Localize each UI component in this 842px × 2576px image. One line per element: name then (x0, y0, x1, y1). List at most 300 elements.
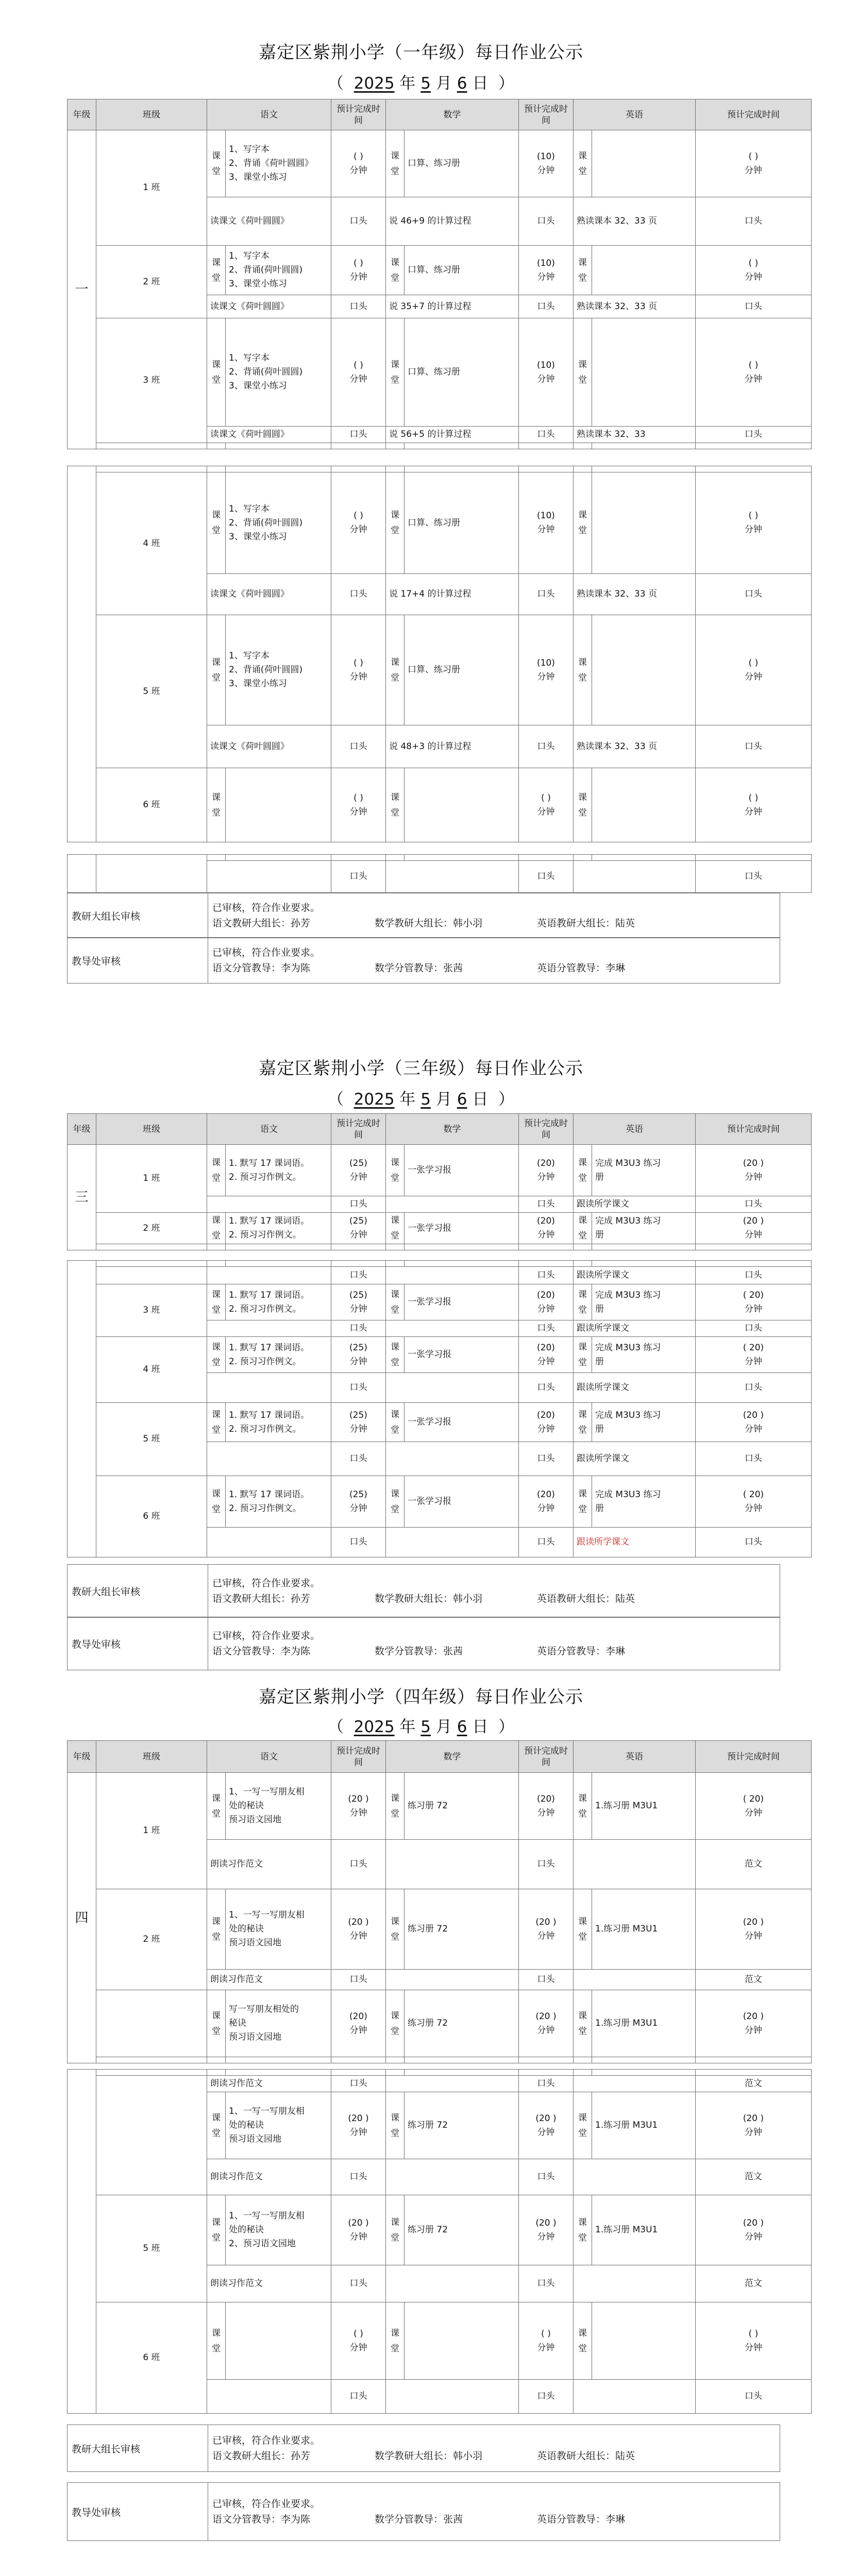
kt-cell: 课 堂 (386, 2302, 405, 2380)
review-status: 已审核，符合作业要求。 (212, 2435, 321, 2446)
header-chinese: 语文 (207, 1114, 331, 1145)
header-time: 预计完成时间 (331, 1114, 386, 1145)
time-cell: ( ) 分钟 (696, 246, 812, 295)
time-cell: (25) 分钟 (331, 1403, 386, 1442)
oral-cell: 口头 (519, 574, 574, 615)
review-label: 教导处审核 (68, 2483, 208, 2540)
review-label: 教导处审核 (68, 1617, 208, 1670)
oral-cell: 口头 (696, 1528, 812, 1557)
office-math: 数学分管教导：张茜 (375, 1646, 463, 1657)
table-row (68, 246, 812, 295)
cn-homework (226, 2302, 331, 2380)
class-cell: 5 班 (96, 1403, 207, 1476)
kt-cell: 课 堂 (574, 246, 592, 295)
table-row (68, 472, 812, 574)
grade4-office-review (67, 2482, 780, 2541)
kt-cell: 课 堂 (386, 1403, 405, 1442)
cn-homework: 1. 默写 17 课词语。 2. 预习习作例文。 (226, 1337, 331, 1373)
kt-cell: 课 堂 (574, 1145, 592, 1196)
cn-homework: 1、写字本 2、背诵(荷叶圆圆) 3、课堂小练习 (226, 318, 331, 427)
class-cell: 1 班 (96, 1145, 207, 1213)
time-cell: (25) 分钟 (331, 1337, 386, 1373)
math-homework: 练习册 72 (405, 1990, 519, 2057)
time-cell: (20 ) 分钟 (331, 2092, 386, 2159)
table-row (68, 1889, 812, 1970)
en-homework: 完成 M3U3 练习 册 (592, 1145, 696, 1196)
table-row (68, 130, 812, 197)
leader-chinese: 语文教研大组长：孙芳 (212, 918, 311, 929)
office-english: 英语分管教导：李琳 (537, 962, 626, 974)
oral-cell: 口头 (696, 1442, 812, 1476)
oral-cell: 口头 (331, 2076, 386, 2092)
time-cell: (25) 分钟 (331, 1145, 386, 1196)
grade-cell: 一 (68, 130, 96, 449)
en-homework (592, 768, 696, 842)
oral-cell: 口头 (696, 574, 812, 615)
office-english: 英语分管教导：李琳 (537, 2514, 626, 2525)
kt-cell: 课 堂 (386, 1337, 405, 1373)
kt-cell: 课 堂 (386, 472, 405, 574)
header-row (68, 99, 812, 130)
header-grade: 年级 (68, 99, 96, 130)
oral-cell: 口头 (519, 1373, 574, 1403)
time-cell: ( ) 分钟 (331, 615, 386, 725)
header-english: 英语 (574, 1741, 696, 1773)
review-status: 已审核，符合作业要求。 (212, 1630, 321, 1641)
kt-cell: 课 堂 (386, 1213, 405, 1244)
oral-cell: 口头 (519, 1196, 574, 1213)
oral-cell: 口头 (331, 725, 386, 768)
time-cell: ( ) 分钟 (331, 472, 386, 574)
oral-cell: 口头 (696, 1267, 812, 1284)
time-cell: (20 ) 分钟 (331, 1889, 386, 1970)
grade1-leader-review (67, 893, 780, 938)
kt-cell: 课 堂 (574, 1773, 592, 1840)
en-oral: 范文 (696, 2076, 812, 2092)
table-row (68, 1213, 812, 1244)
math-oral: 说 56+5 的计算过程 (386, 427, 519, 443)
header-time: 预计完成时间 (696, 99, 812, 130)
oral-cell: 口头 (519, 197, 574, 246)
kt-cell: 课 堂 (574, 1403, 592, 1442)
grade1-table-c (67, 854, 812, 893)
cn-oral: 朗读习作范文 (207, 1840, 331, 1889)
en-homework: 1.练习册 M3U1 (592, 1990, 696, 2057)
oral-cell: 口头 (331, 1196, 386, 1213)
time-cell: ( ) 分钟 (696, 472, 812, 574)
class-cell: 3 班 (96, 318, 207, 443)
oral-cell: 口头 (331, 2265, 386, 2302)
oral-cell: 口头 (519, 1840, 574, 1889)
time-cell: ( 20) 分钟 (696, 1773, 812, 1840)
grade1-table-a (67, 99, 812, 449)
kt-cell: 课 堂 (207, 768, 226, 842)
kt-cell: 课 堂 (574, 1284, 592, 1320)
time-cell: (20) 分钟 (519, 1213, 574, 1244)
kt-cell: 课 堂 (207, 1403, 226, 1442)
cn-homework: 1. 默写 17 课词语。 2. 预习习作例文。 (226, 1213, 331, 1244)
time-cell: (20) 分钟 (519, 1145, 574, 1196)
class-cell: 2 班 (96, 246, 207, 318)
en-oral: 熟读课本 32、33 (574, 427, 696, 443)
time-cell: (20 ) 分钟 (331, 1773, 386, 1840)
review-label: 教研大组长审核 (68, 1565, 208, 1617)
en-homework (592, 472, 696, 574)
review-status: 已审核，符合作业要求。 (212, 947, 321, 958)
kt-cell: 课 堂 (207, 1213, 226, 1244)
class-cell: 4 班 (96, 1337, 207, 1403)
class-cell: 5 班 (96, 615, 207, 768)
table-row (68, 1145, 812, 1196)
grade4-date: （ 2025 年 5 月 6 日 ） (327, 1718, 515, 1736)
class-cell: 1 班 (96, 1773, 207, 1889)
time-cell: (20 ) 分钟 (519, 2195, 574, 2265)
en-oral: 熟读课本 32、33 页 (574, 725, 696, 768)
class-cell: 2 班 (96, 1889, 207, 1990)
header-time: 预计完成时间 (519, 1114, 574, 1145)
cn-homework: 写一写朋友相处的 秘诀 预习语文园地 (226, 1990, 331, 2057)
oral-cell: 口头 (331, 1442, 386, 1476)
grade3-office-review (67, 1617, 780, 1670)
time-cell: (10) 分钟 (519, 130, 574, 197)
header-row (68, 1741, 812, 1773)
kt-cell: 课 堂 (207, 246, 226, 295)
header-time: 预计完成时间 (331, 1741, 386, 1773)
time-cell: ( ) 分钟 (331, 318, 386, 427)
oral-cell: 口头 (696, 725, 812, 768)
en-homework: 1.练习册 M3U1 (592, 1773, 696, 1840)
kt-cell: 课 堂 (207, 472, 226, 574)
cn-homework: 1. 默写 17 课词语。 2. 预习习作例文。 (226, 1145, 331, 1196)
en-homework: 完成 M3U3 练习 册 (592, 1284, 696, 1320)
kt-cell: 课 堂 (386, 246, 405, 295)
en-homework (592, 130, 696, 197)
cn-oral: 读课文《荷叶圆圆》 (207, 197, 331, 246)
cn-homework (226, 768, 331, 842)
math-oral: 说 35+7 的计算过程 (386, 295, 519, 318)
office-chinese: 语文分管教导：李为陈 (212, 1646, 311, 1657)
kt-cell: 课 堂 (386, 1476, 405, 1528)
table-row (68, 1773, 812, 1840)
time-cell: (20) 分钟 (519, 1403, 574, 1442)
grade4-leader-review (67, 2425, 780, 2472)
oral-cell: 口头 (696, 1196, 812, 1213)
oral-cell: 口头 (696, 861, 812, 893)
table-row (68, 318, 812, 427)
time-cell: ( ) 分钟 (696, 2302, 812, 2380)
cn-oral: 读课文《荷叶圆圆》 (207, 427, 331, 443)
cn-homework: 1、一写一写朋友相 处的秘诀 预习语文园地 (226, 1773, 331, 1840)
time-cell: (25) 分钟 (331, 1213, 386, 1244)
en-oral: 跟读所学课文 (574, 1442, 696, 1476)
leader-math: 数学教研大组长：韩小羽 (375, 1593, 483, 1604)
time-cell: ( ) 分钟 (331, 2302, 386, 2380)
leader-english: 英语教研大组长：陆英 (537, 918, 635, 929)
table-row (68, 1990, 812, 2057)
kt-cell: 课 堂 (574, 615, 592, 725)
math-homework: 一张学习报 (405, 1337, 519, 1373)
grade3-table-b (67, 1260, 812, 1557)
math-homework: 一张学习报 (405, 1403, 519, 1442)
oral-cell: 口头 (696, 1373, 812, 1403)
grade4-title: 嘉定区紫荆小学（四年级）每日作业公示 (259, 1687, 583, 1707)
time-cell: ( ) 分钟 (331, 768, 386, 842)
kt-cell: 课 堂 (207, 1284, 226, 1320)
time-cell: (10) 分钟 (519, 246, 574, 295)
kt-cell: 课 堂 (207, 615, 226, 725)
en-homework: 1.练习册 M3U1 (592, 1889, 696, 1970)
kt-cell: 课 堂 (574, 2195, 592, 2265)
en-oral: 范文 (696, 2265, 812, 2302)
leader-chinese: 语文教研大组长：孙芳 (212, 2450, 311, 2462)
math-homework: 口算、练习册 (405, 318, 519, 427)
oral-cell: 口头 (331, 1267, 386, 1284)
table-row (68, 1267, 812, 1284)
table-row (68, 2195, 812, 2265)
time-cell: ( ) 分钟 (331, 246, 386, 295)
en-oral: 熟读课本 32、33 页 (574, 574, 696, 615)
oral-cell: 口头 (331, 197, 386, 246)
kt-cell: 课 堂 (207, 1773, 226, 1840)
kt-cell: 课 堂 (386, 1990, 405, 2057)
header-chinese: 语文 (207, 1741, 331, 1773)
time-cell: (20) 分钟 (331, 1990, 386, 2057)
cn-oral: 读课文《荷叶圆圆》 (207, 574, 331, 615)
oral-cell: 口头 (331, 2159, 386, 2195)
header-english: 英语 (574, 1114, 696, 1145)
en-oral-highlight: 跟读所学课文 (574, 1528, 696, 1557)
oral-cell: 口头 (519, 725, 574, 768)
en-homework (592, 246, 696, 295)
en-oral: 跟读所学课文 (574, 1373, 696, 1403)
header-grade: 年级 (68, 1741, 96, 1773)
cn-oral: 朗读习作范文 (207, 2076, 331, 2092)
kt-cell: 课 堂 (574, 1476, 592, 1528)
oral-cell: 口头 (519, 2159, 574, 2195)
office-chinese: 语文分管教导：李为陈 (212, 2514, 311, 2525)
kt-cell: 课 堂 (207, 318, 226, 427)
oral-cell: 口头 (696, 295, 812, 318)
oral-cell: 口头 (519, 295, 574, 318)
en-oral: 熟读课本 32、33 页 (574, 295, 696, 318)
kt-cell: 课 堂 (574, 1337, 592, 1373)
class-cell: 6 班 (96, 2302, 207, 2414)
kt-cell: 课 堂 (574, 1213, 592, 1244)
en-homework: 1.练习册 M3U1 (592, 2092, 696, 2159)
review-label: 教研大组长审核 (68, 893, 208, 938)
time-cell: (25) 分钟 (331, 1284, 386, 1320)
en-homework (592, 318, 696, 427)
grade-cell: 三 (68, 1145, 96, 1250)
en-homework (592, 615, 696, 725)
table-row (68, 768, 812, 842)
table-row (68, 1476, 812, 1528)
oral-cell: 口头 (331, 295, 386, 318)
header-row (68, 1114, 812, 1145)
cn-homework: 1. 默写 17 课词语。 2. 预习习作例文。 (226, 1476, 331, 1528)
grade1-table-b (67, 466, 812, 842)
en-oral: 范文 (696, 1840, 812, 1889)
en-homework: 完成 M3U3 练习 册 (592, 1403, 696, 1442)
math-homework: 练习册 72 (405, 1889, 519, 1970)
kt-cell: 课 堂 (386, 1145, 405, 1196)
oral-cell: 口头 (519, 861, 574, 893)
grade1-office-review (67, 937, 780, 984)
kt-cell: 课 堂 (574, 130, 592, 197)
kt-cell: 课 堂 (207, 1990, 226, 2057)
header-chinese: 语文 (207, 99, 331, 130)
grade3-leader-review (67, 1564, 780, 1618)
time-cell: (20) 分钟 (519, 1284, 574, 1320)
grade1-date: （ 2025 年 5 月 6 日 ） (327, 74, 515, 93)
time-cell: (20 ) 分钟 (519, 1889, 574, 1970)
class-cell: 5 班 (96, 2195, 207, 2302)
header-class: 班级 (96, 1741, 207, 1773)
math-homework: 一张学习报 (405, 1284, 519, 1320)
math-homework: 练习册 72 (405, 2195, 519, 2265)
math-homework: 口算、练习册 (405, 246, 519, 295)
review-label: 教研大组长审核 (68, 2425, 208, 2471)
cn-homework: 1、一写一写朋友相 处的秘诀 2、预习语文园地 (226, 2195, 331, 2265)
cn-homework: 1、一写一写朋友相 处的秘诀 预习语文园地 (226, 2092, 331, 2159)
oral-cell: 口头 (331, 1320, 386, 1337)
kt-cell: 课 堂 (207, 130, 226, 197)
time-cell: (20 ) 分钟 (696, 1990, 812, 2057)
review-status: 已审核，符合作业要求。 (212, 1578, 321, 1589)
header-time: 预计完成时间 (696, 1114, 812, 1145)
kt-cell: 课 堂 (386, 1889, 405, 1970)
kt-cell: 课 堂 (386, 1284, 405, 1320)
oral-cell: 口头 (331, 1970, 386, 1990)
time-cell: (20 ) 分钟 (696, 1213, 812, 1244)
office-chinese: 语文分管教导：李为陈 (212, 962, 311, 974)
office-math: 数学分管教导：张茜 (375, 962, 463, 974)
leader-english: 英语教研大组长：陆英 (537, 2450, 635, 2462)
leader-math: 数学教研大组长：韩小羽 (375, 2450, 483, 2462)
time-cell: ( ) 分钟 (519, 2302, 574, 2380)
review-status: 已审核，符合作业要求。 (212, 902, 321, 913)
time-cell: ( 20) 分钟 (696, 1337, 812, 1373)
en-homework (592, 2302, 696, 2380)
header-math: 数学 (386, 1114, 519, 1145)
table-row (68, 2302, 812, 2380)
header-english: 英语 (574, 99, 696, 130)
oral-cell: 口头 (696, 427, 812, 443)
oral-cell: 口头 (519, 1970, 574, 1990)
class-cell: 1 班 (96, 130, 207, 246)
time-cell: ( 20) 分钟 (696, 1284, 812, 1320)
kt-cell: 课 堂 (574, 768, 592, 842)
office-english: 英语分管教导：李琳 (537, 1646, 626, 1657)
class-cell: 6 班 (96, 768, 207, 842)
math-homework (405, 2302, 519, 2380)
time-cell: (20) 分钟 (519, 1476, 574, 1528)
table-row (68, 2076, 812, 2092)
class-cell: 3 班 (96, 1284, 207, 1337)
table-row (68, 1337, 812, 1373)
header-math: 数学 (386, 99, 519, 130)
table-row (68, 1284, 812, 1320)
en-homework: 完成 M3U3 练习 册 (592, 1337, 696, 1373)
kt-cell: 课 堂 (386, 130, 405, 197)
time-cell: (20 ) 分钟 (696, 2195, 812, 2265)
time-cell: (20 ) 分钟 (519, 2092, 574, 2159)
en-oral: 跟读所学课文 (574, 1267, 696, 1284)
time-cell: (20 ) 分钟 (519, 1990, 574, 2057)
leader-english: 英语教研大组长：陆英 (537, 1593, 635, 1604)
oral-cell: 口头 (519, 1442, 574, 1476)
header-time: 预计完成时间 (519, 99, 574, 130)
cn-homework: 1、写字本 2、背诵(荷叶圆圆) 3、课堂小练习 (226, 472, 331, 574)
math-homework: 练习册 72 (405, 2092, 519, 2159)
oral-cell: 口头 (331, 1840, 386, 1889)
kt-cell: 课 堂 (574, 1990, 592, 2057)
oral-cell: 口头 (519, 2265, 574, 2302)
cn-homework: 1、写字本 2、背诵(荷叶圆圆) 3、课堂小练习 (226, 615, 331, 725)
en-homework: 完成 M3U3 练习 册 (592, 1476, 696, 1528)
kt-cell: 课 堂 (207, 1889, 226, 1970)
class-cell: 2 班 (96, 1213, 207, 1244)
oral-cell: 口头 (331, 1528, 386, 1557)
cn-oral: 朗读习作范文 (207, 2265, 331, 2302)
header-math: 数学 (386, 1741, 519, 1773)
kt-cell: 课 堂 (207, 1337, 226, 1373)
time-cell: (20) 分钟 (519, 1773, 574, 1840)
grade4-table-a (67, 1740, 812, 2063)
kt-cell: 课 堂 (574, 2092, 592, 2159)
kt-cell: 课 堂 (386, 2195, 405, 2265)
class-cell: 4 班 (96, 472, 207, 615)
time-cell: ( ) 分钟 (696, 130, 812, 197)
oral-cell: 口头 (519, 1528, 574, 1557)
kt-cell: 课 堂 (207, 1145, 226, 1196)
oral-cell: 口头 (696, 197, 812, 246)
en-oral: 范文 (696, 2159, 812, 2195)
time-cell: (25) 分钟 (331, 1476, 386, 1528)
cn-oral: 朗读习作范文 (207, 2159, 331, 2195)
kt-cell: 课 堂 (386, 1773, 405, 1840)
kt-cell: 课 堂 (207, 2195, 226, 2265)
time-cell: (20 ) 分钟 (696, 2092, 812, 2159)
class-cell: 6 班 (96, 1476, 207, 1557)
math-homework: 口算、练习册 (405, 130, 519, 197)
math-homework: 一张学习报 (405, 1476, 519, 1528)
oral-cell: 口头 (519, 1267, 574, 1284)
header-grade: 年级 (68, 1114, 96, 1145)
oral-cell: 口头 (696, 1320, 812, 1337)
math-homework: 口算、练习册 (405, 615, 519, 725)
math-oral: 说 48+3 的计算过程 (386, 725, 519, 768)
header-time: 预计完成时间 (696, 1741, 812, 1773)
time-cell: (20 ) 分钟 (696, 1403, 812, 1442)
header-time: 预计完成时间 (331, 99, 386, 130)
cn-oral: 读课文《荷叶圆圆》 (207, 295, 331, 318)
cn-homework: 1、写字本 2、背诵《荷叶圆圆》 3、课堂小练习 (226, 130, 331, 197)
review-label: 教导处审核 (68, 938, 208, 983)
en-homework: 完成 M3U3 练习 册 (592, 1213, 696, 1244)
kt-cell: 课 堂 (574, 472, 592, 574)
kt-cell: 课 堂 (386, 2092, 405, 2159)
review-status: 已审核，符合作业要求。 (212, 2498, 321, 2510)
time-cell: ( ) 分钟 (696, 768, 812, 842)
grade3-title: 嘉定区紫荆小学（三年级）每日作业公示 (259, 1058, 583, 1079)
oral-cell: 口头 (331, 861, 386, 893)
oral-cell: 口头 (331, 574, 386, 615)
office-math: 数学分管教导：张茜 (375, 2514, 463, 2525)
time-cell: ( ) 分钟 (519, 768, 574, 842)
leader-math: 数学教研大组长：韩小羽 (375, 918, 483, 929)
time-cell: (10) 分钟 (519, 472, 574, 574)
